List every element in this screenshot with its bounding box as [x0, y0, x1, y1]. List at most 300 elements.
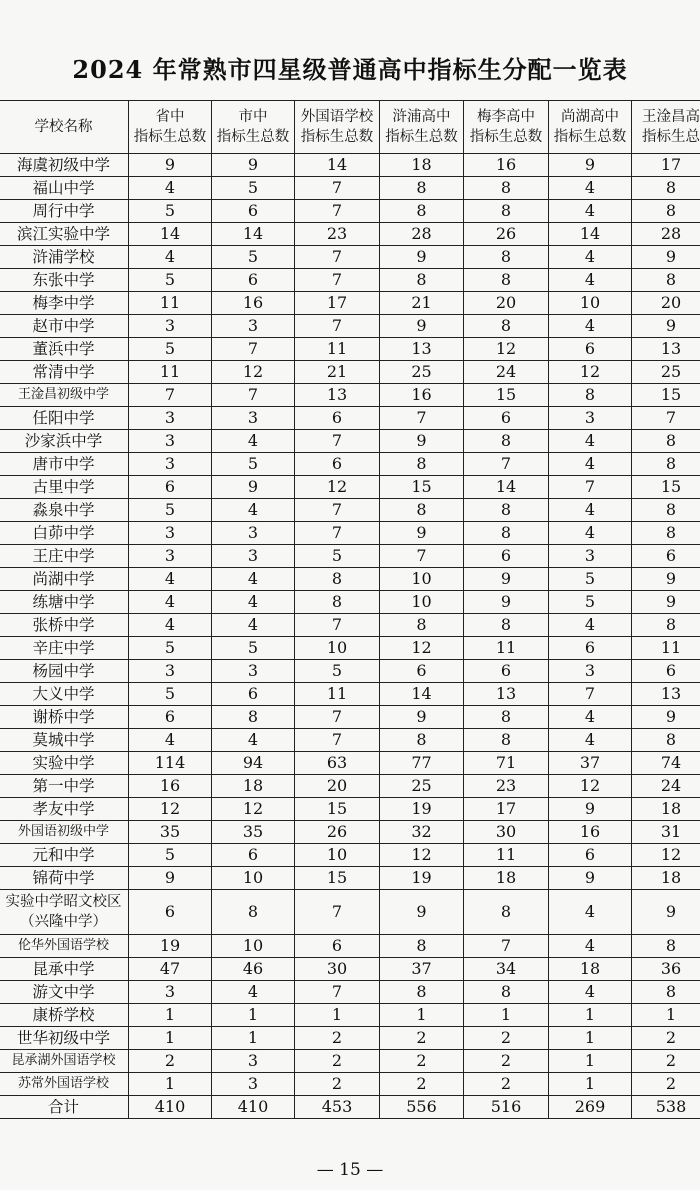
quota-cell: 3 — [212, 1073, 295, 1096]
quota-cell: 6 — [295, 453, 380, 476]
quota-cell: 4 — [129, 568, 212, 591]
quota-cell: 94 — [212, 752, 295, 775]
quota-cell: 4 — [212, 591, 295, 614]
quota-cell: 1 — [129, 1073, 212, 1096]
quota-cell: 18 — [632, 798, 700, 821]
quota-cell: 15 — [380, 476, 464, 499]
quota-cell: 1 — [380, 1004, 464, 1027]
quota-cell: 24 — [464, 361, 549, 384]
quota-cell: 2 — [380, 1027, 464, 1050]
school-name-cell: 赵市中学 — [0, 315, 129, 338]
quota-cell: 4 — [549, 522, 632, 545]
quota-cell: 538 — [632, 1096, 700, 1119]
quota-cell: 8 — [380, 729, 464, 752]
quota-cell: 8 — [632, 729, 700, 752]
school-name-cell: 福山中学 — [0, 177, 129, 200]
quota-cell: 1 — [549, 1004, 632, 1027]
quota-cell: 12 — [295, 476, 380, 499]
table-row — [0, 223, 700, 246]
quota-cell: 5 — [129, 844, 212, 867]
quota-cell: 3 — [129, 430, 212, 453]
quota-cell: 8 — [632, 499, 700, 522]
quota-cell: 3 — [129, 545, 212, 568]
quota-cell: 10 — [212, 935, 295, 958]
table-row — [0, 154, 700, 177]
quota-cell: 3 — [212, 315, 295, 338]
quota-cell: 11 — [129, 361, 212, 384]
quota-cell: 26 — [464, 223, 549, 246]
header-line-1: 王淦昌高 — [642, 109, 700, 125]
quota-cell: 8 — [632, 614, 700, 637]
quota-cell: 28 — [632, 223, 700, 246]
page-number: — 15 — — [316, 1160, 384, 1180]
quota-cell: 4 — [129, 591, 212, 614]
quota-cell: 12 — [380, 844, 464, 867]
quota-cell: 7 — [295, 200, 380, 223]
table-row — [0, 752, 700, 775]
school-name-cell: 大义中学 — [0, 683, 129, 706]
quota-cell: 4 — [549, 430, 632, 453]
quota-cell: 12 — [212, 361, 295, 384]
quota-cell: 20 — [295, 775, 380, 798]
quota-cell: 21 — [380, 292, 464, 315]
header-line-2: 指标生总数 — [385, 129, 458, 145]
quota-cell: 5 — [295, 660, 380, 683]
table-row — [0, 407, 700, 430]
quota-cell: 5 — [129, 683, 212, 706]
quota-cell: 3 — [212, 1050, 295, 1073]
quota-cell: 4 — [129, 614, 212, 637]
header-line-2: 指标生总数 — [216, 129, 290, 145]
table-row — [0, 775, 700, 798]
quota-cell: 8 — [464, 706, 549, 729]
school-name-cell: 滨江实验中学 — [0, 223, 129, 246]
quota-cell: 9 — [549, 798, 632, 821]
header-column — [295, 101, 380, 154]
quota-cell: 10 — [380, 591, 464, 614]
school-name-cell: 实验中学 — [0, 752, 129, 775]
school-name-cell: 昆承中学 — [0, 958, 129, 981]
school-name-cell: 伦华外国语学校 — [0, 935, 129, 958]
quota-cell: 8 — [464, 614, 549, 637]
table-row — [0, 545, 700, 568]
header-column — [632, 101, 700, 154]
quota-cell: 9 — [380, 430, 464, 453]
quota-cell: 10 — [549, 292, 632, 315]
quota-cell: 2 — [632, 1073, 700, 1096]
quota-cell: 14 — [212, 223, 295, 246]
quota-cell: 516 — [464, 1096, 549, 1119]
table-row — [0, 614, 700, 637]
school-name-cell: 游文中学 — [0, 981, 129, 1004]
quota-cell: 8 — [464, 430, 549, 453]
quota-cell: 2 — [295, 1073, 380, 1096]
quota-cell: 6 — [549, 637, 632, 660]
quota-cell: 5 — [295, 545, 380, 568]
quota-cell: 8 — [464, 269, 549, 292]
quota-cell: 37 — [380, 958, 464, 981]
school-name-cell: 周行中学 — [0, 200, 129, 223]
quota-cell: 14 — [380, 683, 464, 706]
school-name-cell: 世华初级中学 — [0, 1027, 129, 1050]
quota-cell: 25 — [380, 775, 464, 798]
quota-cell: 8 — [212, 890, 295, 935]
page-title: 2024 年常熟市四星级普通高中指标生分配一览表 — [72, 55, 628, 84]
quota-cell: 2 — [295, 1027, 380, 1050]
allocation-table — [0, 100, 700, 1119]
quota-cell: 26 — [295, 821, 380, 844]
header-column — [464, 101, 549, 154]
quota-cell: 37 — [549, 752, 632, 775]
table-row — [0, 958, 700, 981]
quota-cell: 4 — [549, 935, 632, 958]
quota-cell: 9 — [632, 568, 700, 591]
quota-cell: 23 — [464, 775, 549, 798]
quota-cell: 1 — [212, 1027, 295, 1050]
quota-cell: 7 — [295, 890, 380, 935]
quota-cell: 13 — [632, 683, 700, 706]
quota-cell: 7 — [295, 981, 380, 1004]
header-line-1: 学校名称 — [34, 119, 93, 135]
quota-cell: 5 — [129, 499, 212, 522]
quota-cell: 8 — [380, 200, 464, 223]
table-row — [0, 1073, 700, 1096]
quota-cell: 1 — [295, 1004, 380, 1027]
quota-cell: 8 — [464, 315, 549, 338]
quota-cell: 410 — [212, 1096, 295, 1119]
table-row — [0, 1004, 700, 1027]
quota-cell: 4 — [212, 499, 295, 522]
header-line-1: 梅李高中 — [477, 109, 535, 125]
quota-cell: 1 — [129, 1027, 212, 1050]
table-row — [0, 683, 700, 706]
quota-cell: 6 — [464, 407, 549, 430]
table-row — [0, 476, 700, 499]
quota-cell: 556 — [380, 1096, 464, 1119]
school-name-cell: 海虞初级中学 — [0, 154, 129, 177]
quota-cell: 6 — [549, 844, 632, 867]
quota-cell: 17 — [295, 292, 380, 315]
school-name-cell: 康桥学校 — [0, 1004, 129, 1027]
quota-cell: 2 — [464, 1027, 549, 1050]
quota-cell: 7 — [295, 246, 380, 269]
quota-cell: 9 — [464, 591, 549, 614]
school-name-cell: 王庄中学 — [0, 545, 129, 568]
quota-cell: 14 — [549, 223, 632, 246]
table-row — [0, 568, 700, 591]
quota-cell: 3 — [212, 660, 295, 683]
quota-cell: 7 — [632, 407, 700, 430]
quota-cell: 11 — [295, 683, 380, 706]
header-row — [0, 101, 700, 154]
quota-cell: 8 — [464, 981, 549, 1004]
quota-cell: 6 — [129, 476, 212, 499]
quota-cell: 7 — [549, 683, 632, 706]
quota-cell: 5 — [212, 637, 295, 660]
quota-cell: 8 — [632, 453, 700, 476]
school-name-cell: 董浜中学 — [0, 338, 129, 361]
quota-cell: 9 — [380, 890, 464, 935]
table-row — [0, 935, 700, 958]
quota-cell: 8 — [464, 246, 549, 269]
quota-cell: 6 — [212, 269, 295, 292]
quota-cell: 11 — [632, 637, 700, 660]
school-name-cell: 第一中学 — [0, 775, 129, 798]
table-row — [0, 660, 700, 683]
quota-cell: 4 — [549, 246, 632, 269]
total-row — [0, 1096, 700, 1119]
quota-cell: 14 — [129, 223, 212, 246]
quota-cell: 10 — [295, 844, 380, 867]
quota-cell: 12 — [129, 798, 212, 821]
quota-cell: 7 — [212, 338, 295, 361]
quota-cell: 9 — [212, 476, 295, 499]
quota-cell: 4 — [549, 269, 632, 292]
quota-cell: 4 — [549, 200, 632, 223]
table-row — [0, 821, 700, 844]
quota-cell: 3 — [129, 522, 212, 545]
table-row — [0, 522, 700, 545]
table-row — [0, 890, 700, 935]
quota-cell: 8 — [380, 499, 464, 522]
quota-cell: 1 — [549, 1027, 632, 1050]
quota-cell: 36 — [632, 958, 700, 981]
table-row — [0, 981, 700, 1004]
quota-cell: 13 — [464, 683, 549, 706]
quota-cell: 16 — [212, 292, 295, 315]
school-name-cell: 杨园中学 — [0, 660, 129, 683]
school-name-cell: 合计 — [0, 1096, 129, 1119]
table-row — [0, 591, 700, 614]
quota-cell: 18 — [549, 958, 632, 981]
header-line-1: 省中 — [155, 109, 185, 125]
quota-cell: 18 — [212, 775, 295, 798]
quota-cell: 9 — [632, 591, 700, 614]
table-body — [0, 154, 700, 1119]
quota-cell: 47 — [129, 958, 212, 981]
quota-cell: 410 — [129, 1096, 212, 1119]
header-line-2: 指标生总数 — [469, 129, 543, 145]
quota-cell: 15 — [632, 476, 700, 499]
quota-cell: 9 — [632, 706, 700, 729]
quota-cell: 21 — [295, 361, 380, 384]
quota-cell: 8 — [464, 177, 549, 200]
quota-cell: 7 — [464, 935, 549, 958]
quota-cell: 5 — [212, 177, 295, 200]
school-name-cell: 唐市中学 — [0, 453, 129, 476]
header-school-name — [0, 101, 129, 154]
quota-cell: 12 — [549, 775, 632, 798]
quota-cell: 8 — [464, 729, 549, 752]
header-line-1: 市中 — [238, 109, 268, 125]
school-name-cell: 古里中学 — [0, 476, 129, 499]
quota-cell: 30 — [295, 958, 380, 981]
quota-cell: 1 — [212, 1004, 295, 1027]
table-row — [0, 499, 700, 522]
table-row — [0, 315, 700, 338]
quota-cell: 16 — [129, 775, 212, 798]
school-name-cell: 莫城中学 — [0, 729, 129, 752]
quota-cell: 25 — [380, 361, 464, 384]
quota-cell: 12 — [549, 361, 632, 384]
quota-cell: 7 — [295, 269, 380, 292]
table-row — [0, 1027, 700, 1050]
quota-cell: 1 — [632, 1004, 700, 1027]
quota-cell: 7 — [295, 706, 380, 729]
quota-cell: 453 — [295, 1096, 380, 1119]
quota-cell: 4 — [212, 614, 295, 637]
quota-cell: 9 — [549, 867, 632, 890]
quota-cell: 6 — [295, 407, 380, 430]
quota-cell: 8 — [632, 935, 700, 958]
quota-cell: 4 — [549, 453, 632, 476]
table-row — [0, 844, 700, 867]
quota-cell: 63 — [295, 752, 380, 775]
quota-cell: 8 — [549, 384, 632, 407]
quota-cell: 8 — [380, 935, 464, 958]
table-row — [0, 1050, 700, 1073]
table-row — [0, 246, 700, 269]
quota-cell: 8 — [295, 591, 380, 614]
school-name-cell: 元和中学 — [0, 844, 129, 867]
quota-cell: 18 — [464, 867, 549, 890]
header-line-1: 外国语学校 — [300, 109, 374, 125]
table-row — [0, 200, 700, 223]
quota-cell: 2 — [295, 1050, 380, 1073]
school-name-cell: 尚湖中学 — [0, 568, 129, 591]
school-name-cell: 张桥中学 — [0, 614, 129, 637]
quota-cell: 4 — [549, 981, 632, 1004]
quota-cell: 12 — [212, 798, 295, 821]
table-row — [0, 384, 700, 407]
quota-cell: 4 — [549, 177, 632, 200]
quota-cell: 3 — [549, 660, 632, 683]
quota-cell: 9 — [380, 706, 464, 729]
school-name-cell: 东张中学 — [0, 269, 129, 292]
header-column — [549, 101, 632, 154]
quota-cell: 25 — [632, 361, 700, 384]
quota-cell: 7 — [295, 522, 380, 545]
quota-cell: 5 — [549, 591, 632, 614]
table-row — [0, 706, 700, 729]
quota-cell: 3 — [129, 407, 212, 430]
quota-cell: 35 — [212, 821, 295, 844]
quota-cell: 11 — [464, 637, 549, 660]
quota-cell: 14 — [295, 154, 380, 177]
school-name-cell: 浒浦学校 — [0, 246, 129, 269]
quota-cell: 8 — [464, 890, 549, 935]
quota-cell: 8 — [632, 430, 700, 453]
quota-cell: 3 — [129, 981, 212, 1004]
quota-cell: 7 — [295, 614, 380, 637]
quota-cell: 5 — [212, 246, 295, 269]
quota-cell: 19 — [380, 867, 464, 890]
school-name-cell: 孝友中学 — [0, 798, 129, 821]
header-line-2: 指标生总数 — [300, 129, 374, 145]
table-row — [0, 729, 700, 752]
quota-cell: 7 — [295, 177, 380, 200]
header-column — [212, 101, 295, 154]
quota-cell: 4 — [212, 981, 295, 1004]
quota-cell: 10 — [380, 568, 464, 591]
quota-cell: 4 — [549, 499, 632, 522]
quota-cell: 4 — [212, 430, 295, 453]
quota-cell: 4 — [212, 568, 295, 591]
quota-cell: 1 — [464, 1004, 549, 1027]
quota-cell: 19 — [380, 798, 464, 821]
quota-cell: 9 — [632, 315, 700, 338]
quota-cell: 3 — [212, 407, 295, 430]
header-line-1: 浒浦高中 — [392, 109, 451, 125]
quota-cell: 16 — [464, 154, 549, 177]
quota-cell: 9 — [632, 890, 700, 935]
quota-cell: 13 — [632, 338, 700, 361]
table-row — [0, 430, 700, 453]
quota-cell: 5 — [129, 269, 212, 292]
quota-cell: 5 — [212, 453, 295, 476]
quota-cell: 20 — [464, 292, 549, 315]
school-name-cell: 任阳中学 — [0, 407, 129, 430]
quota-cell: 1 — [129, 1004, 212, 1027]
quota-cell: 3 — [549, 545, 632, 568]
quota-cell: 17 — [464, 798, 549, 821]
quota-cell: 15 — [464, 384, 549, 407]
quota-cell: 9 — [212, 154, 295, 177]
header-line-1: 尚湖高中 — [561, 109, 619, 125]
table-row — [0, 292, 700, 315]
quota-cell: 8 — [380, 177, 464, 200]
quota-cell: 9 — [632, 246, 700, 269]
quota-cell: 3 — [129, 453, 212, 476]
header-column — [129, 101, 212, 154]
quota-cell: 71 — [464, 752, 549, 775]
quota-cell: 12 — [380, 637, 464, 660]
quota-cell: 8 — [380, 614, 464, 637]
quota-cell: 4 — [549, 706, 632, 729]
quota-cell: 11 — [464, 844, 549, 867]
quota-cell: 15 — [295, 798, 380, 821]
quota-cell: 7 — [212, 384, 295, 407]
header-column — [380, 101, 464, 154]
quota-cell: 74 — [632, 752, 700, 775]
quota-cell: 23 — [295, 223, 380, 246]
quota-cell: 7 — [295, 315, 380, 338]
quota-cell: 8 — [212, 706, 295, 729]
quota-cell: 2 — [380, 1050, 464, 1073]
quota-cell: 11 — [295, 338, 380, 361]
quota-cell: 9 — [549, 154, 632, 177]
quota-cell: 1 — [549, 1073, 632, 1096]
quota-cell: 2 — [632, 1027, 700, 1050]
quota-cell: 9 — [129, 867, 212, 890]
quota-cell: 6 — [380, 660, 464, 683]
school-name-cell: 昆承湖外国语学校 — [0, 1050, 129, 1073]
table-row — [0, 338, 700, 361]
quota-cell: 4 — [549, 890, 632, 935]
quota-cell: 14 — [464, 476, 549, 499]
quota-cell: 2 — [380, 1073, 464, 1096]
quota-cell: 6 — [549, 338, 632, 361]
table-row — [0, 453, 700, 476]
table-row — [0, 637, 700, 660]
quota-cell: 6 — [464, 660, 549, 683]
quota-cell: 8 — [632, 269, 700, 292]
quota-cell: 8 — [464, 200, 549, 223]
quota-cell: 6 — [212, 683, 295, 706]
quota-cell: 5 — [129, 637, 212, 660]
quota-cell: 19 — [129, 935, 212, 958]
quota-cell: 4 — [549, 315, 632, 338]
